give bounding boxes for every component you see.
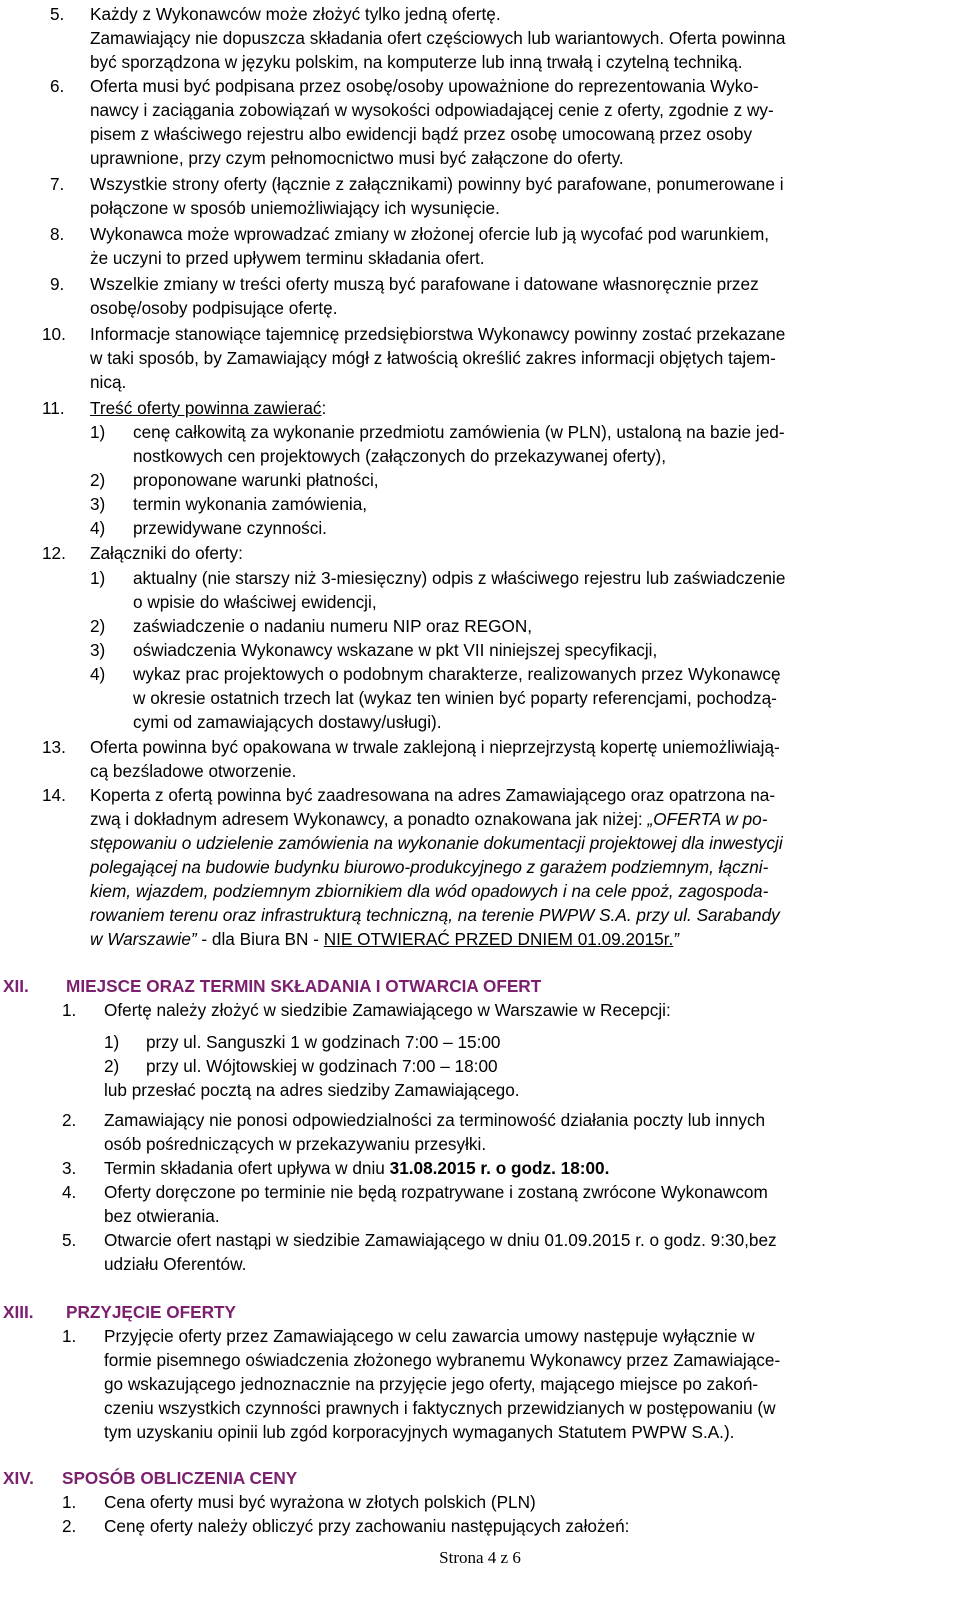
item-text: Wszelkie zmiany w treści oferty muszą być parafowane i datowane własnoręcznie przez <box>90 274 759 294</box>
item-text: Informacje stanowiące tajemnicę przedsiębiorstwa Wykonawcy powinny zostać przekazane <box>90 324 786 344</box>
subitem-text: termin wykonania zamówienia, <box>133 494 368 514</box>
paragraph-number: 1. <box>62 1326 77 1346</box>
subitem-text: o wpisie do właściwej ewidencji, <box>133 592 377 612</box>
subitem-text: nostkowych cen projektowych (załączonych do przekazywanej oferty), <box>133 446 667 466</box>
item-text: w taki sposób, by Zamawiający mógł z łatwością określić zakres informacji objętych tajem- <box>90 348 776 368</box>
item-number: 10. <box>42 324 66 344</box>
item-text: połączone w sposób uniemożliwiający ich wysunięcie. <box>90 198 500 218</box>
item-text: nawcy i zaciągania zobowiązań w wysokości odpowiadającej cenie z oferty, zgodnie z wy- <box>90 100 774 120</box>
item-text: Każdy z Wykonawców może złożyć tylko jedną ofertę. <box>90 4 501 24</box>
subitem-text: cenę całkowitą za wykonanie przedmiotu zamówienia (w PLN), ustaloną na bazie jed- <box>133 422 785 442</box>
paragraph-text: lub przesłać pocztą na adres siedziby Zamawiającego. <box>104 1080 520 1100</box>
subitem-number: 1) <box>90 422 106 442</box>
item-text: Koperta z ofertą powinna być zaadresowana na adres Zamawiającego oraz opatrzona na- <box>90 785 776 805</box>
item-text: być sporządzona w języku polskim, na komputerze lub inną trwałą i czytelną techniką. <box>90 52 743 72</box>
subitem-number: 3) <box>90 640 106 660</box>
section-title: SPOSÓB OBLICZENIA CENY <box>62 1468 298 1488</box>
item-number: 14. <box>42 785 66 805</box>
paragraph-number: 5. <box>62 1230 77 1250</box>
paragraph-number: 3. <box>62 1158 77 1178</box>
subitem-text: proponowane warunki płatności, <box>133 470 379 490</box>
item-number: 11. <box>42 398 65 418</box>
offer-label-italic: rowaniem terenu oraz infrastrukturą techniczną, na terenie PWPW S.A. przy ul. Sarabandy <box>90 905 780 925</box>
item-number: 7. <box>50 174 65 194</box>
paragraph-text: Cena oferty musi być wyrażona w złotych polskich (PLN) <box>104 1492 536 1512</box>
subitem-text: przy ul. Wójtowskiej w godzinach 7:00 – 18:00 <box>146 1056 498 1076</box>
item-text: cą bezśladowe otworzenie. <box>90 761 297 781</box>
offer-label-italic: „OFERTA w po- <box>647 809 768 829</box>
item-number: 13. <box>42 737 66 757</box>
paragraph-text: formie pisemnego oświadczenia złożonego wybranemu Wykonawcy przez Zamawiające- <box>104 1350 781 1370</box>
item-text: Wykonawca może wprowadzać zmiany w złożonej ofercie lub ją wycofać pod warunkiem, <box>90 224 770 244</box>
item-heading <box>90 398 326 418</box>
paragraph-text: Przyjęcie oferty przez Zamawiającego w celu zawarcia umowy następuje wyłącznie w <box>104 1326 755 1346</box>
subitem-number: 2) <box>104 1056 120 1076</box>
item-heading-colon: : <box>321 398 327 418</box>
item-number: 5. <box>50 4 65 24</box>
item-text: nicą. <box>90 372 127 392</box>
subitem-number: 1) <box>104 1032 120 1052</box>
paragraph-text: czeniu wszystkich czynności prawnych i faktycznych przewidzianych w postępowaniu (w <box>104 1398 776 1418</box>
paragraph-number: 1. <box>62 1492 77 1512</box>
paragraph-text <box>104 1158 609 1178</box>
paragraph-number: 2. <box>62 1110 77 1130</box>
subitem-number: 2) <box>90 616 106 636</box>
paragraph-text: Otwarcie ofert nastąpi w siedzibie Zamawiającego w dniu 01.09.2015 r. o godz. 9:30,bez <box>104 1230 777 1250</box>
do-not-open-notice: NIE OTWIERAĆ PRZED DNIEM 01.09.2015r. <box>323 929 674 949</box>
paragraph-text: Oferty doręczone po terminie nie będą rozpatrywane i zostaną zwrócone Wykonawcom <box>104 1182 768 1202</box>
item-number: 12. <box>42 543 66 563</box>
subitem-text: zaświadczenie o nadaniu numeru NIP oraz REGON, <box>133 616 533 636</box>
item-heading: Załączniki do oferty: <box>90 543 243 563</box>
item-text <box>90 929 679 949</box>
paragraph-text: tym uzyskaniu opinii lub zgód korporacyjnych wymaganych Statutem PWPW S.A.). <box>104 1422 735 1442</box>
deadline-label: Termin składania ofert upływa w dniu <box>104 1158 390 1178</box>
item-number: 9. <box>50 274 65 294</box>
subitem-number: 1) <box>90 568 106 588</box>
offer-label-close-quote: ” <box>673 929 680 949</box>
item-number: 6. <box>50 76 65 96</box>
subitem-number: 2) <box>90 470 106 490</box>
item-text: Oferta powinna być opakowana w trwale zaklejoną i nieprzejrzystą kopertę uniemożliwiają- <box>90 737 780 757</box>
section-number: XIV. <box>3 1468 34 1488</box>
paragraph-text: bez otwierania. <box>104 1206 220 1226</box>
item-text: uprawnione, przy czym pełnomocnictwo musi być załączone do oferty. <box>90 148 624 168</box>
section-title: MIEJSCE ORAZ TERMIN SKŁADANIA I OTWARCIA OFERT <box>66 976 542 996</box>
subitem-number: 4) <box>90 518 106 538</box>
page-number-footer: Strona 4 z 6 <box>439 1548 521 1567</box>
subitem-text: cymi od zamawiających dostawy/usługi). <box>133 712 442 732</box>
paragraph-text: Cenę oferty należy obliczyć przy zachowaniu następujących założeń: <box>104 1516 630 1536</box>
item-text: że uczyni to przed upływem terminu składania ofert. <box>90 248 485 268</box>
item-text: pisem z właściwego rejestru albo ewidencji bądź przez osobę umocowaną przez osoby <box>90 124 753 144</box>
offer-label-italic: w Warszawie” <box>90 929 197 949</box>
paragraph-text: osób pośredniczących w przekazywaniu przesyłki. <box>104 1134 487 1154</box>
offer-label-italic: polegającej na budowie budynku biurowo-produkcyjnego z garażem podziemnym, łączni- <box>90 857 769 877</box>
subitem-text: aktualny (nie starszy niż 3-miesięczny) odpis z właściwego rejestru lub zaświadczenie <box>133 568 786 588</box>
item-text-plain: - dla Biura BN - <box>196 929 324 949</box>
paragraph-text: go wskazującego jednoznacznie na przyjęcie jego oferty, mającego miejsce po zakoń- <box>104 1374 759 1394</box>
item-heading-text: Treść oferty powinna zawierać <box>90 398 322 418</box>
subitem-text: wykaz prac projektowych o podobnym charakterze, realizowanych przez Wykonawcę <box>133 664 781 684</box>
item-text <box>90 809 767 829</box>
subitem-number: 4) <box>90 664 106 684</box>
subitem-text: przy ul. Sanguszki 1 w godzinach 7:00 – 15:00 <box>146 1032 501 1052</box>
offer-label-italic: stępowaniu o udzielenie zamówienia na wykonanie dokumentacji projektowej dla inwestycji <box>90 833 783 853</box>
item-text: Wszystkie strony oferty (łącznie z załącznikami) powinny być parafowane, ponumerowane i <box>90 174 784 194</box>
item-text-plain: zwą i dokładnym adresem Wykonawcy, a ponadto oznakowana jak niżej: <box>90 809 648 829</box>
paragraph-number: 1. <box>62 1000 77 1020</box>
paragraph-text: Zamawiający nie ponosi odpowiedzialności za terminowość działania poczty lub innych <box>104 1110 766 1130</box>
deadline-date: 31.08.2015 r. o godz. 18:00. <box>389 1158 610 1178</box>
paragraph-text: udziału Oferentów. <box>104 1254 247 1274</box>
subitem-text: przewidywane czynności. <box>133 518 327 538</box>
item-text: osobę/osoby podpisujące ofertę. <box>90 298 338 318</box>
paragraph-text: Ofertę należy złożyć w siedzibie Zamawiającego w Warszawie w Recepcji: <box>104 1000 671 1020</box>
offer-label-italic: kiem, wjazdem, podziemnym zbiornikiem dla wód opadowych i na cele ppoż, zagospoda- <box>90 881 769 901</box>
item-text: Zamawiający nie dopuszcza składania ofert częściowych lub wariantowych. Oferta powinna <box>90 28 786 48</box>
paragraph-number: 4. <box>62 1182 77 1202</box>
section-title: PRZYJĘCIE OFERTY <box>66 1302 236 1322</box>
section-number: XIII. <box>3 1302 34 1322</box>
item-number: 8. <box>50 224 65 244</box>
subitem-text: oświadczenia Wykonawcy wskazane w pkt VII niniejszej specyfikacji, <box>133 640 658 660</box>
paragraph-number: 2. <box>62 1516 77 1536</box>
subitem-number: 3) <box>90 494 106 514</box>
subitem-text: w okresie ostatnich trzech lat (wykaz ten winien być poparty referencjami, pochodzą- <box>133 688 777 708</box>
item-text: Oferta musi być podpisana przez osobę/osoby upoważnione do reprezentowania Wyko- <box>90 76 759 96</box>
section-number: XII. <box>3 976 29 996</box>
